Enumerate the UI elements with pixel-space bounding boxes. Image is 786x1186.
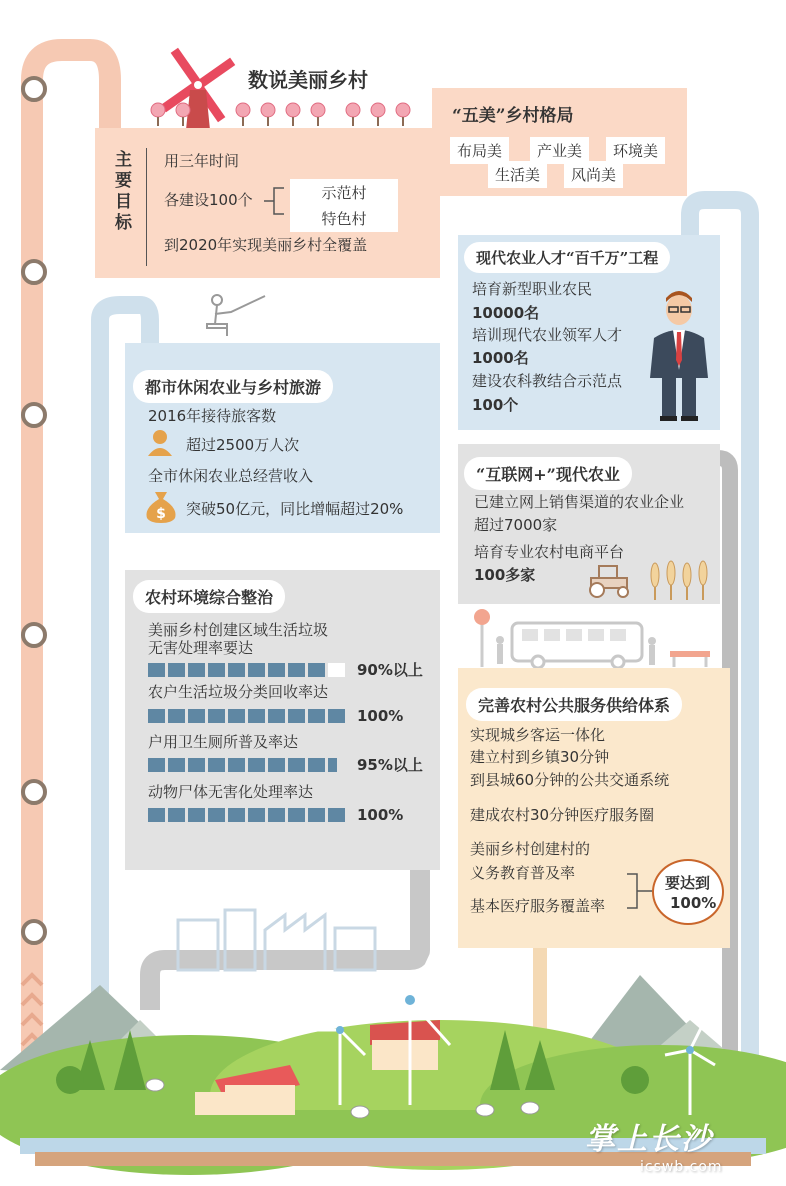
talent-value2: 1000名 <box>472 349 529 367</box>
progress-segment <box>208 808 225 822</box>
progress-bar <box>148 663 345 677</box>
progress-bar <box>148 709 345 723</box>
goals-line2: 各建设100个 <box>164 191 253 209</box>
internet-value2: 100多家 <box>474 566 536 584</box>
progress-segment <box>268 709 285 723</box>
page-title: 数说美丽乡村 <box>248 68 368 92</box>
progress-segment <box>288 663 305 677</box>
progress-segment <box>288 758 305 772</box>
progress-segment <box>188 758 205 772</box>
env-item-label: 动物尸体无害化处理率达 <box>148 783 314 801</box>
progress-bar <box>148 808 345 822</box>
progress-segment <box>328 808 345 822</box>
progress-segment <box>308 663 325 677</box>
env-item-label2: 无害处理率要达 <box>148 639 254 657</box>
tractor-icon <box>585 560 635 600</box>
tourism-line2: 全市休闲农业总经营收入 <box>148 467 314 485</box>
bus-icon <box>470 605 730 670</box>
progress-segment <box>308 808 325 822</box>
bracket <box>262 182 292 222</box>
progress-segment <box>248 808 265 822</box>
progress-segment <box>328 758 337 772</box>
progress-segment <box>288 808 305 822</box>
progress-segment <box>208 758 225 772</box>
talent-title: 现代农业人才“百千万”工程 <box>464 242 670 273</box>
progress-segment <box>268 808 285 822</box>
tree-row-decoration <box>148 98 418 128</box>
progress-segment <box>148 709 165 723</box>
wumei-title: “五美”乡村格局 <box>452 106 574 126</box>
person-icon <box>145 428 175 458</box>
fisherman-icon <box>195 292 275 342</box>
divider <box>146 148 147 266</box>
env-item-value: 95%以上 <box>357 756 423 774</box>
progress-segment <box>248 663 265 677</box>
progress-segment <box>248 709 265 723</box>
wumei-tag: 产业美 <box>530 137 589 164</box>
ring-marker <box>21 76 47 102</box>
progress-segment <box>228 709 245 723</box>
progress-segment <box>148 758 165 772</box>
svg-text:$: $ <box>156 506 166 522</box>
target-label: 要达到 <box>665 874 711 892</box>
progress-segment <box>188 709 205 723</box>
progress-segment <box>148 663 165 677</box>
wumei-tag: 环境美 <box>606 137 665 164</box>
progress-segment <box>328 709 345 723</box>
ring-marker <box>21 622 47 648</box>
env-item-label: 农户生活垃圾分类回收率达 <box>148 683 329 701</box>
internet-line1: 已建立网上销售渠道的农业企业 <box>474 493 685 511</box>
env-item-value: 100% <box>357 806 404 824</box>
internet-value1: 超过7000家 <box>474 516 558 534</box>
progress-segment <box>168 758 185 772</box>
wumei-tag: 布局美 <box>450 137 509 164</box>
progress-segment <box>308 709 325 723</box>
env-item-value: 100% <box>357 707 404 725</box>
wheat-icon <box>645 560 715 600</box>
talent-value1: 10000名 <box>472 304 540 322</box>
progress-bar <box>148 758 337 772</box>
wumei-tag: 风尚美 <box>564 161 623 188</box>
progress-segment <box>168 709 185 723</box>
service-line2: 建立村到乡镇30分钟 <box>470 748 610 766</box>
money-bag-icon <box>142 488 180 524</box>
service-line1: 实现城乡客运一体化 <box>470 726 606 744</box>
talent-line2: 培训现代农业领军人才 <box>472 326 623 344</box>
progress-segment <box>228 663 245 677</box>
service-line5: 美丽乡村创建村的 <box>470 840 591 858</box>
progress-segment <box>168 808 185 822</box>
env-item-label: 美丽乡村创建区域生活垃圾 <box>148 621 329 639</box>
tourism-line1: 2016年接待旅客数 <box>148 407 277 425</box>
goals-tag-demo: 示范村 <box>290 179 398 206</box>
progress-segment <box>148 808 165 822</box>
env-item-value: 90%以上 <box>357 661 423 679</box>
watermark-url: icswb.com <box>640 1159 723 1175</box>
tourism-value2: 突破50亿元，同比增幅超过20% <box>186 500 404 518</box>
progress-segment <box>308 758 325 772</box>
talent-line3: 建设农科教结合示范点 <box>472 372 623 390</box>
progress-segment <box>268 663 285 677</box>
progress-segment <box>228 758 245 772</box>
tourism-value1: 超过2500万人次 <box>186 436 300 454</box>
progress-segment <box>188 808 205 822</box>
service-line7: 基本医疗服务覆盖率 <box>470 897 606 915</box>
goals-line1: 用三年时间 <box>164 152 240 170</box>
ring-marker <box>21 779 47 805</box>
internet-line2: 培育专业农村电商平台 <box>474 543 625 561</box>
target-value: 100% <box>670 894 717 912</box>
progress-segment <box>228 808 245 822</box>
internet-title: “互联网+”现代农业 <box>464 457 632 490</box>
ring-marker <box>21 259 47 285</box>
wumei-tag: 生活美 <box>488 161 547 188</box>
goals-line3: 到2020年实现美丽乡村全覆盖 <box>164 236 368 254</box>
watermark-brand: 掌上长沙 <box>585 1122 713 1157</box>
tourism-title: 都市休闲农业与乡村旅游 <box>133 370 333 403</box>
service-line6: 义务教育普及率 <box>470 864 576 882</box>
talent-value3: 100个 <box>472 396 519 414</box>
talent-line1: 培育新型职业农民 <box>472 280 593 298</box>
service-title: 完善农村公共服务供给体系 <box>466 688 682 721</box>
goals-tag-feature: 特色村 <box>290 205 398 232</box>
progress-segment <box>208 663 225 677</box>
progress-segment <box>168 663 185 677</box>
service-line4: 建成农村30分钟医疗服务圈 <box>470 806 655 824</box>
progress-segment <box>288 709 305 723</box>
environment-title: 农村环境综合整治 <box>133 580 285 613</box>
goals-label: 主要目标 <box>115 150 132 233</box>
env-item-label: 户用卫生厕所普及率达 <box>148 733 299 751</box>
businessman-icon <box>648 290 710 422</box>
progress-segment <box>188 663 205 677</box>
ring-marker <box>21 402 47 428</box>
progress-segment <box>328 663 345 677</box>
progress-segment <box>208 709 225 723</box>
service-line3: 到县城60分钟的公共交通系统 <box>470 771 670 789</box>
progress-segment <box>248 758 265 772</box>
progress-segment <box>268 758 285 772</box>
